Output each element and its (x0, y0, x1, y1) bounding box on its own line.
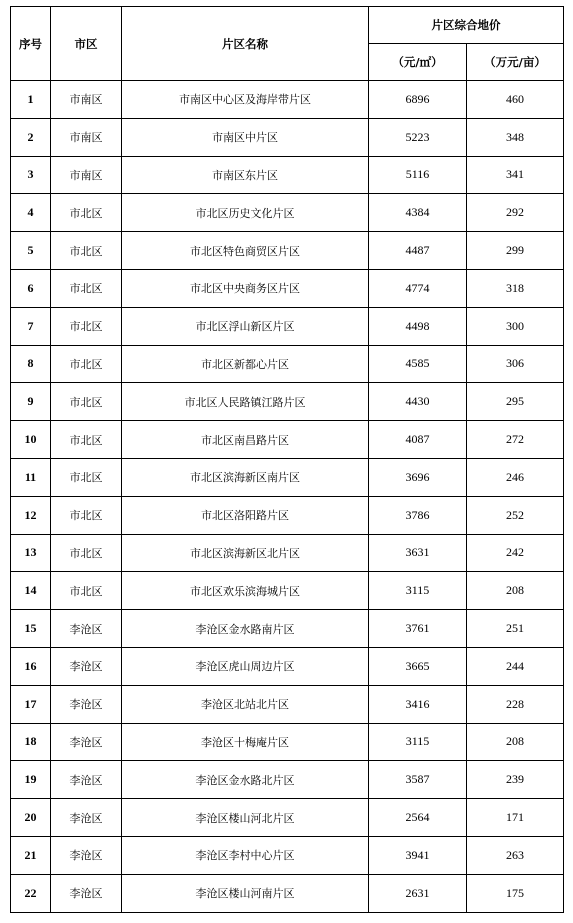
row-no-cell: 18 (11, 723, 51, 761)
table-row (11, 269, 564, 307)
table-row (11, 194, 564, 232)
row-price-yuan-cell: 4384 (369, 194, 467, 232)
row-price-yuan-cell: 5116 (369, 156, 467, 194)
row-price-wan-cell: 171 (467, 799, 564, 837)
row-district-cell: 市北区 (51, 534, 122, 572)
row-no-cell: 14 (11, 572, 51, 610)
row-price-yuan-cell: 4774 (369, 269, 467, 307)
row-district-cell: 市北区 (51, 194, 122, 232)
row-price-wan-cell: 295 (467, 383, 564, 421)
row-area-name-cell: 市南区中心区及海岸带片区 (122, 81, 369, 119)
row-district-cell: 市北区 (51, 496, 122, 534)
row-district-cell: 李沧区 (51, 647, 122, 685)
table-row (11, 118, 564, 156)
row-no-cell: 3 (11, 156, 51, 194)
row-no-cell: 13 (11, 534, 51, 572)
row-area-name-cell: 市北区滨海新区南片区 (122, 458, 369, 496)
row-no-cell: 10 (11, 421, 51, 459)
row-district-cell: 市南区 (51, 156, 122, 194)
row-area-name-cell: 市北区历史文化片区 (122, 194, 369, 232)
row-price-wan-cell: 251 (467, 610, 564, 648)
table-row (11, 761, 564, 799)
row-price-yuan-cell: 2564 (369, 799, 467, 837)
row-area-name-cell: 李沧区北站北片区 (122, 685, 369, 723)
row-district-cell: 李沧区 (51, 723, 122, 761)
header-price-group: 片区综合地价 (369, 7, 564, 44)
row-price-wan-cell: 272 (467, 421, 564, 459)
row-district-cell: 李沧区 (51, 761, 122, 799)
row-district-cell: 李沧区 (51, 836, 122, 874)
row-no-cell: 21 (11, 836, 51, 874)
row-price-wan-cell: 306 (467, 345, 564, 383)
row-price-yuan-cell: 3631 (369, 534, 467, 572)
row-price-yuan-cell: 4487 (369, 232, 467, 270)
row-price-yuan-cell: 3786 (369, 496, 467, 534)
row-price-wan-cell: 341 (467, 156, 564, 194)
row-area-name-cell: 李沧区楼山河北片区 (122, 799, 369, 837)
row-no-cell: 20 (11, 799, 51, 837)
row-price-wan-cell: 228 (467, 685, 564, 723)
row-district-cell: 市北区 (51, 458, 122, 496)
row-price-wan-cell: 460 (467, 81, 564, 119)
row-price-wan-cell: 299 (467, 232, 564, 270)
row-area-name-cell: 李沧区虎山周边片区 (122, 647, 369, 685)
row-price-yuan-cell: 6896 (369, 81, 467, 119)
row-district-cell: 市北区 (51, 269, 122, 307)
row-price-wan-cell: 263 (467, 836, 564, 874)
row-no-cell: 19 (11, 761, 51, 799)
header-unit-yuan: （元/㎡） (369, 44, 467, 81)
row-district-cell: 市北区 (51, 421, 122, 459)
row-price-wan-cell: 292 (467, 194, 564, 232)
row-area-name-cell: 李沧区金水路南片区 (122, 610, 369, 648)
row-no-cell: 17 (11, 685, 51, 723)
row-district-cell: 市北区 (51, 345, 122, 383)
row-district-cell: 李沧区 (51, 685, 122, 723)
row-district-cell: 李沧区 (51, 799, 122, 837)
row-price-wan-cell: 239 (467, 761, 564, 799)
table-row (11, 345, 564, 383)
row-area-name-cell: 市北区特色商贸区片区 (122, 232, 369, 270)
row-no-cell: 16 (11, 647, 51, 685)
table-row (11, 799, 564, 837)
header-area-name: 片区名称 (122, 7, 369, 81)
row-district-cell: 李沧区 (51, 874, 122, 912)
table-row (11, 307, 564, 345)
row-no-cell: 6 (11, 269, 51, 307)
row-no-cell: 7 (11, 307, 51, 345)
row-area-name-cell: 市北区中央商务区片区 (122, 269, 369, 307)
row-area-name-cell: 市北区人民路镇江路片区 (122, 383, 369, 421)
row-no-cell: 9 (11, 383, 51, 421)
row-district-cell: 市南区 (51, 118, 122, 156)
row-price-wan-cell: 246 (467, 458, 564, 496)
row-price-yuan-cell: 3416 (369, 685, 467, 723)
row-price-yuan-cell: 4585 (369, 345, 467, 383)
row-area-name-cell: 市北区南昌路片区 (122, 421, 369, 459)
table-row (11, 610, 564, 648)
row-price-wan-cell: 175 (467, 874, 564, 912)
row-price-wan-cell: 208 (467, 723, 564, 761)
row-no-cell: 5 (11, 232, 51, 270)
row-price-yuan-cell: 3941 (369, 836, 467, 874)
header-no: 序号 (11, 7, 51, 81)
row-area-name-cell: 市南区中片区 (122, 118, 369, 156)
table-row (11, 836, 564, 874)
row-no-cell: 15 (11, 610, 51, 648)
row-no-cell: 2 (11, 118, 51, 156)
table-row (11, 496, 564, 534)
row-price-wan-cell: 318 (467, 269, 564, 307)
row-price-yuan-cell: 4498 (369, 307, 467, 345)
table-row (11, 458, 564, 496)
row-area-name-cell: 市北区新都心片区 (122, 345, 369, 383)
row-price-yuan-cell: 3115 (369, 723, 467, 761)
row-price-wan-cell: 252 (467, 496, 564, 534)
row-price-yuan-cell: 2631 (369, 874, 467, 912)
row-area-name-cell: 市南区东片区 (122, 156, 369, 194)
row-no-cell: 12 (11, 496, 51, 534)
table-row (11, 685, 564, 723)
row-district-cell: 市北区 (51, 232, 122, 270)
row-area-name-cell: 市北区浮山新区片区 (122, 307, 369, 345)
header-district: 市区 (51, 7, 122, 81)
header-unit-wan: （万元/亩） (467, 44, 564, 81)
table-row (11, 232, 564, 270)
row-district-cell: 李沧区 (51, 610, 122, 648)
row-price-wan-cell: 300 (467, 307, 564, 345)
row-area-name-cell: 李沧区楼山河南片区 (122, 874, 369, 912)
table-row (11, 383, 564, 421)
table-row (11, 874, 564, 912)
table-row (11, 421, 564, 459)
row-area-name-cell: 李沧区金水路北片区 (122, 761, 369, 799)
table-body (11, 81, 564, 913)
land-price-table (10, 6, 564, 913)
row-area-name-cell: 李沧区李村中心片区 (122, 836, 369, 874)
row-price-yuan-cell: 3665 (369, 647, 467, 685)
row-price-yuan-cell: 4087 (369, 421, 467, 459)
row-area-name-cell: 市北区滨海新区北片区 (122, 534, 369, 572)
row-price-yuan-cell: 3587 (369, 761, 467, 799)
table-row (11, 723, 564, 761)
row-no-cell: 4 (11, 194, 51, 232)
table-row (11, 81, 564, 119)
table-row (11, 534, 564, 572)
row-price-yuan-cell: 3115 (369, 572, 467, 610)
table-row (11, 647, 564, 685)
row-no-cell: 8 (11, 345, 51, 383)
row-district-cell: 市北区 (51, 307, 122, 345)
row-price-wan-cell: 208 (467, 572, 564, 610)
row-area-name-cell: 李沧区十梅庵片区 (122, 723, 369, 761)
row-price-wan-cell: 348 (467, 118, 564, 156)
row-price-yuan-cell: 3696 (369, 458, 467, 496)
row-area-name-cell: 市北区洛阳路片区 (122, 496, 369, 534)
row-no-cell: 11 (11, 458, 51, 496)
row-price-yuan-cell: 4430 (369, 383, 467, 421)
row-district-cell: 市北区 (51, 383, 122, 421)
table-header (11, 7, 564, 81)
row-no-cell: 22 (11, 874, 51, 912)
row-price-wan-cell: 244 (467, 647, 564, 685)
row-price-yuan-cell: 3761 (369, 610, 467, 648)
row-district-cell: 市南区 (51, 81, 122, 119)
row-price-yuan-cell: 5223 (369, 118, 467, 156)
row-area-name-cell: 市北区欢乐滨海城片区 (122, 572, 369, 610)
table-row (11, 572, 564, 610)
table-row (11, 156, 564, 194)
row-no-cell: 1 (11, 81, 51, 119)
row-district-cell: 市北区 (51, 572, 122, 610)
row-price-wan-cell: 242 (467, 534, 564, 572)
